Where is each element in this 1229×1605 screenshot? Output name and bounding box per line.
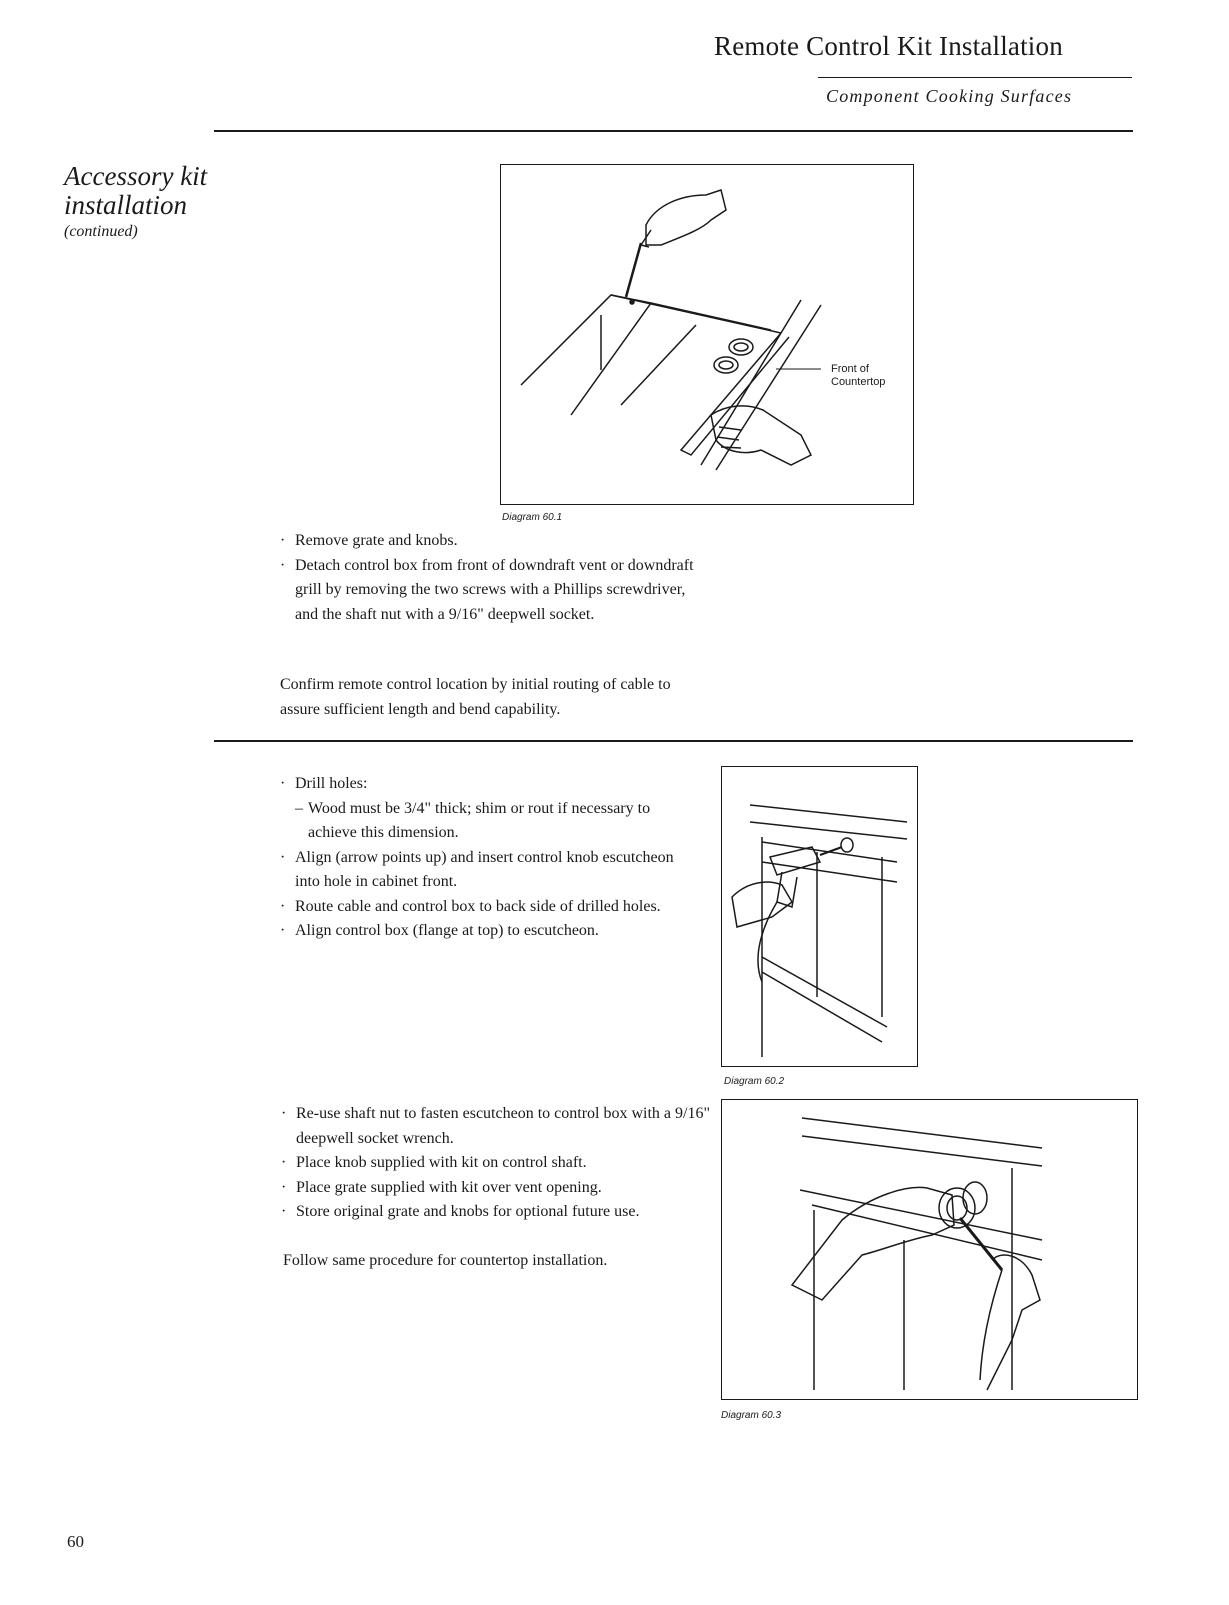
sidebar-heading-line1: Accessory kit xyxy=(64,161,208,191)
list-item: · Re-use shaft nut to fasten escutcheon to control box with a 9/16" deepwell socket wrench. xyxy=(281,1102,721,1151)
section-divider xyxy=(214,740,1133,742)
diagram-60-2 xyxy=(721,766,918,1067)
sidebar-continued-note: (continued) xyxy=(64,223,138,240)
title-underline xyxy=(818,77,1132,78)
callout-line1: Front of xyxy=(831,363,869,375)
diagram-60-1-callout xyxy=(831,363,885,389)
list-item: · Place knob supplied with kit on control shaft. xyxy=(281,1151,721,1176)
sub-list-item: – Wood must be 3/4" thick; shim or rout if necessary to achieve this dimension. xyxy=(295,797,700,846)
section2-bullets-b xyxy=(281,1102,721,1225)
diagram-60-3 xyxy=(721,1099,1138,1400)
drill-sub-list xyxy=(295,797,700,846)
diagram-60-3-illustration xyxy=(722,1100,1137,1399)
section1-bullets xyxy=(280,529,696,627)
list-item: · Place grate supplied with kit over vent opening. xyxy=(281,1176,721,1201)
list-item: · Store original grate and knobs for optional future use. xyxy=(281,1200,721,1225)
diagram-60-2-illustration xyxy=(722,767,917,1066)
list-item: · Align control box (flange at top) to escutcheon. xyxy=(280,919,700,944)
section1-note: Confirm remote control location by initial routing of cable to assure sufficient length and bend capability. xyxy=(280,676,671,718)
list-item: · Route cable and control box to back side of drilled holes. xyxy=(280,895,700,920)
header-divider xyxy=(214,130,1133,132)
diagram-60-3-caption: Diagram 60.3 xyxy=(721,1410,782,1421)
list-item: · Remove grate and knobs. xyxy=(280,529,696,554)
page-title: Remote Control Kit Installation xyxy=(714,31,1063,61)
sidebar-heading-block xyxy=(64,162,214,241)
sidebar-heading-line2: installation xyxy=(64,190,188,220)
list-item: · Detach control box from front of downdraft vent or downdraft grill by removing the two screws with a Phillips screwdriver, and the shaft nut with a 9/16" deepwell socket. xyxy=(280,554,696,628)
diagram-60-2-caption: Diagram 60.2 xyxy=(724,1076,785,1087)
section2-footer-note: Follow same procedure for countertop installation. xyxy=(283,1252,608,1269)
list-item-drill xyxy=(280,772,700,846)
page-number: 60 xyxy=(67,1532,84,1551)
drill-label: Drill holes: xyxy=(295,775,368,792)
diagram-60-1-illustration xyxy=(501,165,913,504)
list-item: · Align (arrow points up) and insert control knob escutcheon into hole in cabinet front. xyxy=(280,846,700,895)
diagram-60-1 xyxy=(500,164,914,505)
page-subtitle: Component Cooking Surfaces xyxy=(826,86,1073,106)
diagram-60-1-caption: Diagram 60.1 xyxy=(502,512,563,523)
section2-bullets-a xyxy=(280,772,700,944)
callout-line2: Countertop xyxy=(831,376,886,388)
